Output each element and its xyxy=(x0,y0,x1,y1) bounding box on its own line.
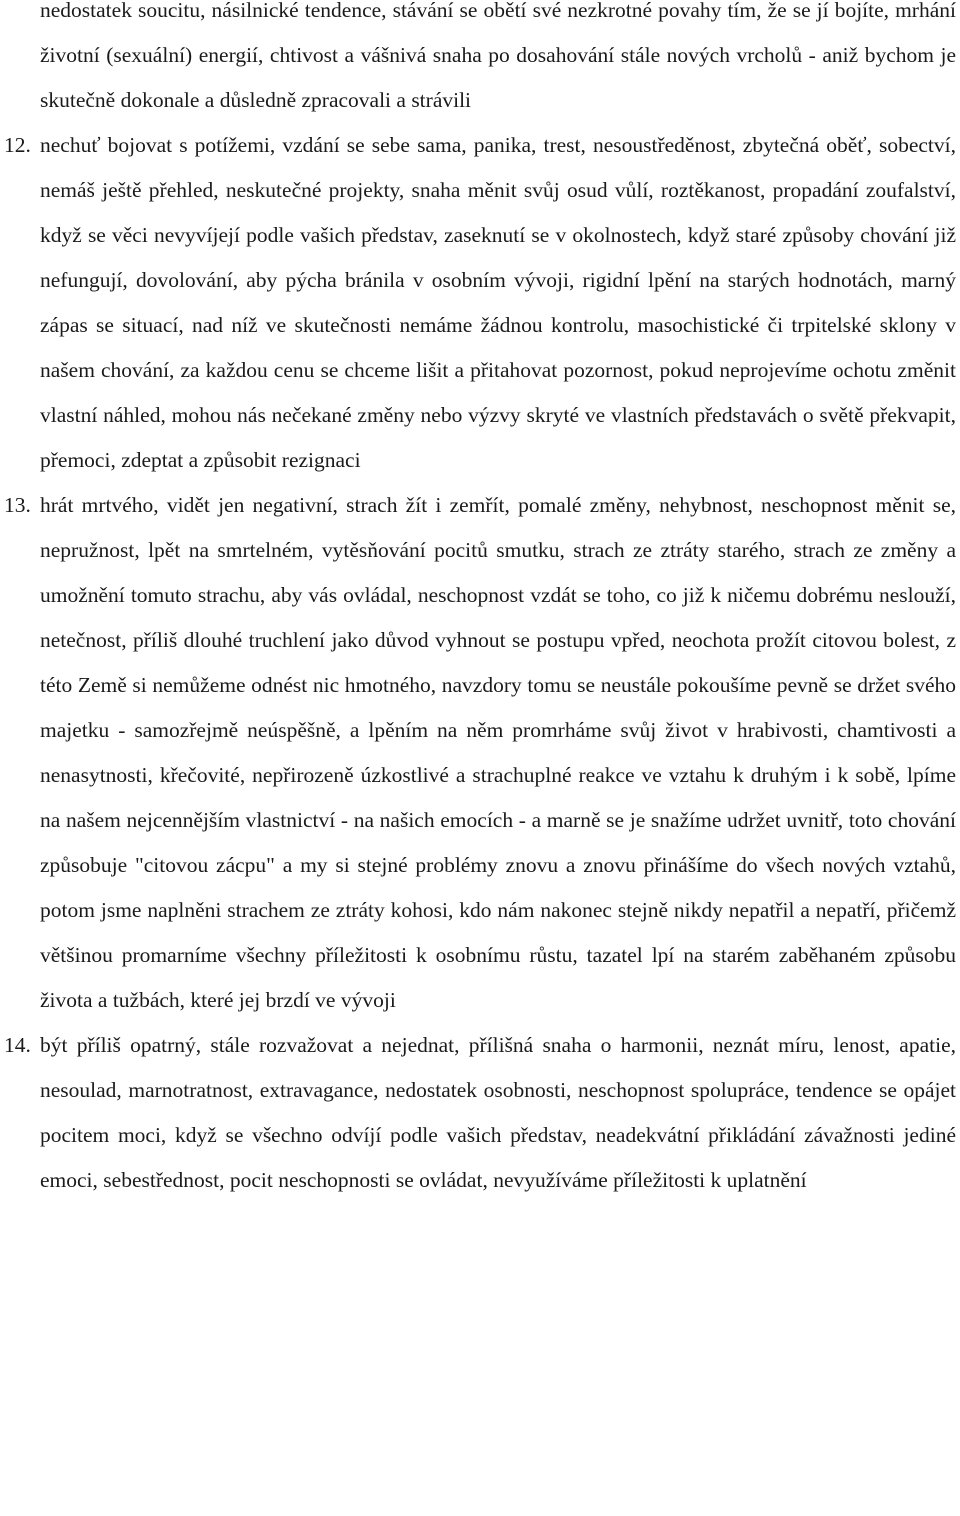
list-item-number: 13. xyxy=(4,493,31,517)
numbered-list xyxy=(0,123,960,1203)
list-item-text: nechuť bojovat s potížemi, vzdání se sebe sama, panika, trest, nesoustředěnost, zbytečná oběť, sobectví, nemáš ještě přehled, neskutečné projekty, snaha měnit svůj osud vůlí, roztěkanost, propadání zoufalství, když se věci nevyvíjejí podle vašich představ, zaseknutí se v okolnostech, když staré způsoby chování již nefungují, dovolování, aby pýcha bránila v osobním vývoji, rigidní lpění na starých hodnotách, marný zápas se situací, nad níž ve skutečnosti nemáme žádnou kontrolu, masochistické či trpitelské sklony v našem chování, za každou cenu se chceme lišit a přitahovat pozornost, pokud neprojevíme ochotu změnit vlastní náhled, mohou nás nečekané změny nebo výzvy skryté ve vlastních představách o světě překvapit, přemoci, zdeptat a způsobit rezignaci xyxy=(40,133,956,472)
list-item-text: být příliš opatrný, stále rozvažovat a nejednat, přílišná snaha o harmonii, neznát míru, lenost, apatie, nesoulad, marnotratnost, extravagance, nedostatek osobnosti, neschopnost spolupráce, tendence se opájet pocitem moci, když se všechno odvíjí podle vašich představ, neadekvátní přikládání závažnosti jediné emoci, sebestřednost, pocit neschopnosti se ovládat, nevyužíváme příležitosti k uplatnění xyxy=(40,1033,956,1192)
continuation-paragraph: nedostatek soucitu, násilnické tendence, stávání se obětí své nezkrotné povahy tím, že se jí bojíte, mrhání životní (sexuální) energií, chtivost a vášnivá snaha po dosahování stále nových vrcholů - aniž bychom je skutečně dokonale a důsledně zpracovali a strávili xyxy=(40,0,956,112)
list-item xyxy=(0,483,960,1023)
list-item-number: 14. xyxy=(4,1033,31,1057)
list-item-number: 12. xyxy=(4,133,31,157)
list-item xyxy=(0,1023,960,1203)
list-item-text: hrát mrtvého, vidět jen negativní, strach žít i zemřít, pomalé změny, nehybnost, neschopnost měnit se, nepružnost, lpět na smrtelném, vytěsňování pocitů smutku, strach ze ztráty starého, strach ze změny a umožnění tomuto strachu, aby vás ovládal, neschopnost vzdát se toho, co již k ničemu dobrému neslouží, netečnost, příliš dlouhé truchlení jako důvod vyhnout se postupu vpřed, neochota prožít citovou bolest, z této Země si nemůžeme odnést nic hmotného, navzdory tomu se neustále pokoušíme pevně se držet svého majetku - samozřejmě neúspěšně, a lpěním na něm promrháme svůj život v hrabivosti, chamtivosti a nenasytnosti, křečovité, nepřirozeně úzkostlivé a strachuplné reakce ve vztahu k druhým i k sobě, lpíme na našem nejcennějším vlastnictví - na našich emocích - a marně se je snažíme udržet uvnitř, toto chování způsobuje "citovou zácpu" a my si stejné problémy znovu a znovu přinášíme do všech nových vztahů, potom jsme naplněni strachem ze ztráty kohosi, kdo nám nakonec stejně nikdy nepatřil a nepatří, přičemž většinou promarníme všechny příležitosti k osobnímu růstu, tazatel lpí na starém zaběhaném způsobu života a tužbách, které jej brzdí ve vývoji xyxy=(40,493,956,1012)
list-item xyxy=(0,123,960,483)
